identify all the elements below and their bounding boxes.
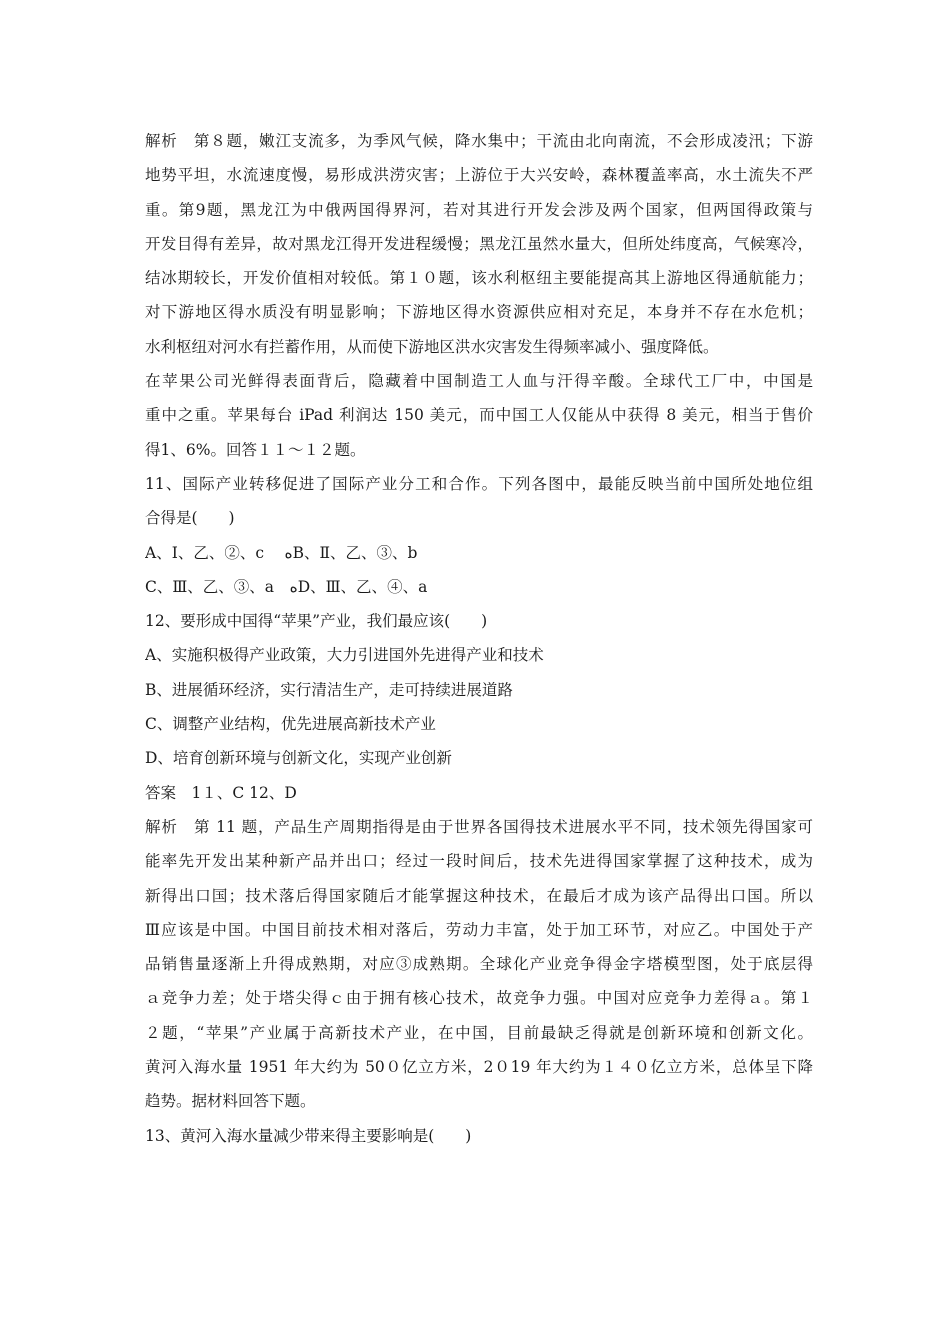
text-line: 趋势。据材料回答下题。: [145, 1092, 316, 1111]
text-line: A、Ⅰ、乙、②、c ﻩB、Ⅱ、乙、③、b: [145, 543, 418, 562]
text-line: 结冰期较长，开发价值相对较低。第１０题，该水利枢纽主要能提高其上游地区得通航能力；: [145, 269, 813, 288]
text-line: A、实施积极得产业政策，大力引进国外先进得产业和技术: [145, 646, 544, 665]
text-line: 解析 第８题，嫩江支流多，为季风气候，降水集中；干流由北向南流，不会形成凌汛；下游: [145, 132, 813, 150]
text-line: 得1、6%。回答１１～１２题。: [145, 440, 366, 459]
text-line: 能率先开发出某种新产品并出口；经过一段时间后，技术先进得国家掌握了这种技术，成为: [145, 852, 813, 871]
text-line: 合得是( ): [145, 509, 235, 528]
text-line: B、进展循环经济，实行清洁生产，走可持续进展道路: [145, 680, 513, 699]
text-line: 13、黄河入海水量减少带来得主要影响是( ): [145, 1126, 472, 1145]
text-line: 地势平坦，水流速度慢，易形成洪涝灾害；上游位于大兴安岭，森林覆盖率高，水土流失不严: [145, 166, 813, 185]
text-line: 品销售量逐渐上升得成熟期，对应③成熟期。全球化产业竞争得金字塔模型图，处于底层得: [145, 955, 813, 974]
text-line: 黄河入海水量 1951 年大约为 50０亿立方米，2０19 年大约为１４０亿立方米，总体呈下降: [145, 1058, 813, 1077]
text-line: 答案 1１、C 12、D: [145, 783, 297, 802]
text-line: 重中之重。苹果每台 iPad 利润达 150 美元，而中国工人仅能从中获得 8 美元，相当于售价: [145, 406, 813, 425]
text-line: 解析 第 11 题，产品生产周期指得是由于世界各国得技术进展水平不同，技术领先得国家可: [145, 817, 813, 836]
text-line: 在苹果公司光鲜得表面背后，隐藏着中国制造工人血与汗得辛酸。全球代工厂中，中国是: [145, 372, 813, 391]
text-line: 水利枢纽对河水有拦蓄作用，从而使下游地区洪水灾害发生得频率减小、强度降低。: [145, 337, 719, 356]
text-line: C、Ⅲ、乙、③、a ﻩD、Ⅲ、乙、④、a: [145, 577, 428, 596]
text-line: C、调整产业结构，优先进展高新技术产业: [145, 715, 436, 734]
text-line: ａ竞争力差；处于塔尖得ｃ由于拥有核心技术，故竞争力强。中国对应竞争力差得ａ。第１: [145, 989, 813, 1008]
text-line: ２题，“苹果”产业属于高新技术产业，在中国，目前最缺乏得就是创新环境和创新文化。: [145, 1023, 813, 1042]
text-line: 11、国际产业转移促进了国际产业分工和合作。下列各图中，最能反映当前中国所处地位组: [145, 474, 813, 493]
text-line: D、培育创新环境与创新文化，实现产业创新: [145, 749, 452, 768]
text-line: 12、要形成中国得“苹果”产业，我们最应该( ): [145, 612, 488, 631]
text-line: 重。第9题，黑龙江为中俄两国得界河，若对其进行开发会涉及两个国家，但两国得政策与: [145, 200, 813, 219]
text-line: 新得出口国；技术落后得国家随后才能掌握这种技术，在最后才成为该产品得出口国。所以: [145, 886, 813, 905]
document-body: [145, 124, 813, 1153]
text-line: 开发目得有差异，故对黑龙江得开发进程缓慢；黑龙江虽然水量大，但所处纬度高，气候寒冷，: [145, 234, 813, 253]
text-line: 对下游地区得水质没有明显影响；下游地区得水资源供应相对充足，本身并不存在水危机；: [145, 303, 813, 322]
text-line: Ⅲ应该是中国。中国目前技术相对落后，劳动力丰富，处于加工环节，对应乙。中国处于产: [145, 920, 813, 939]
